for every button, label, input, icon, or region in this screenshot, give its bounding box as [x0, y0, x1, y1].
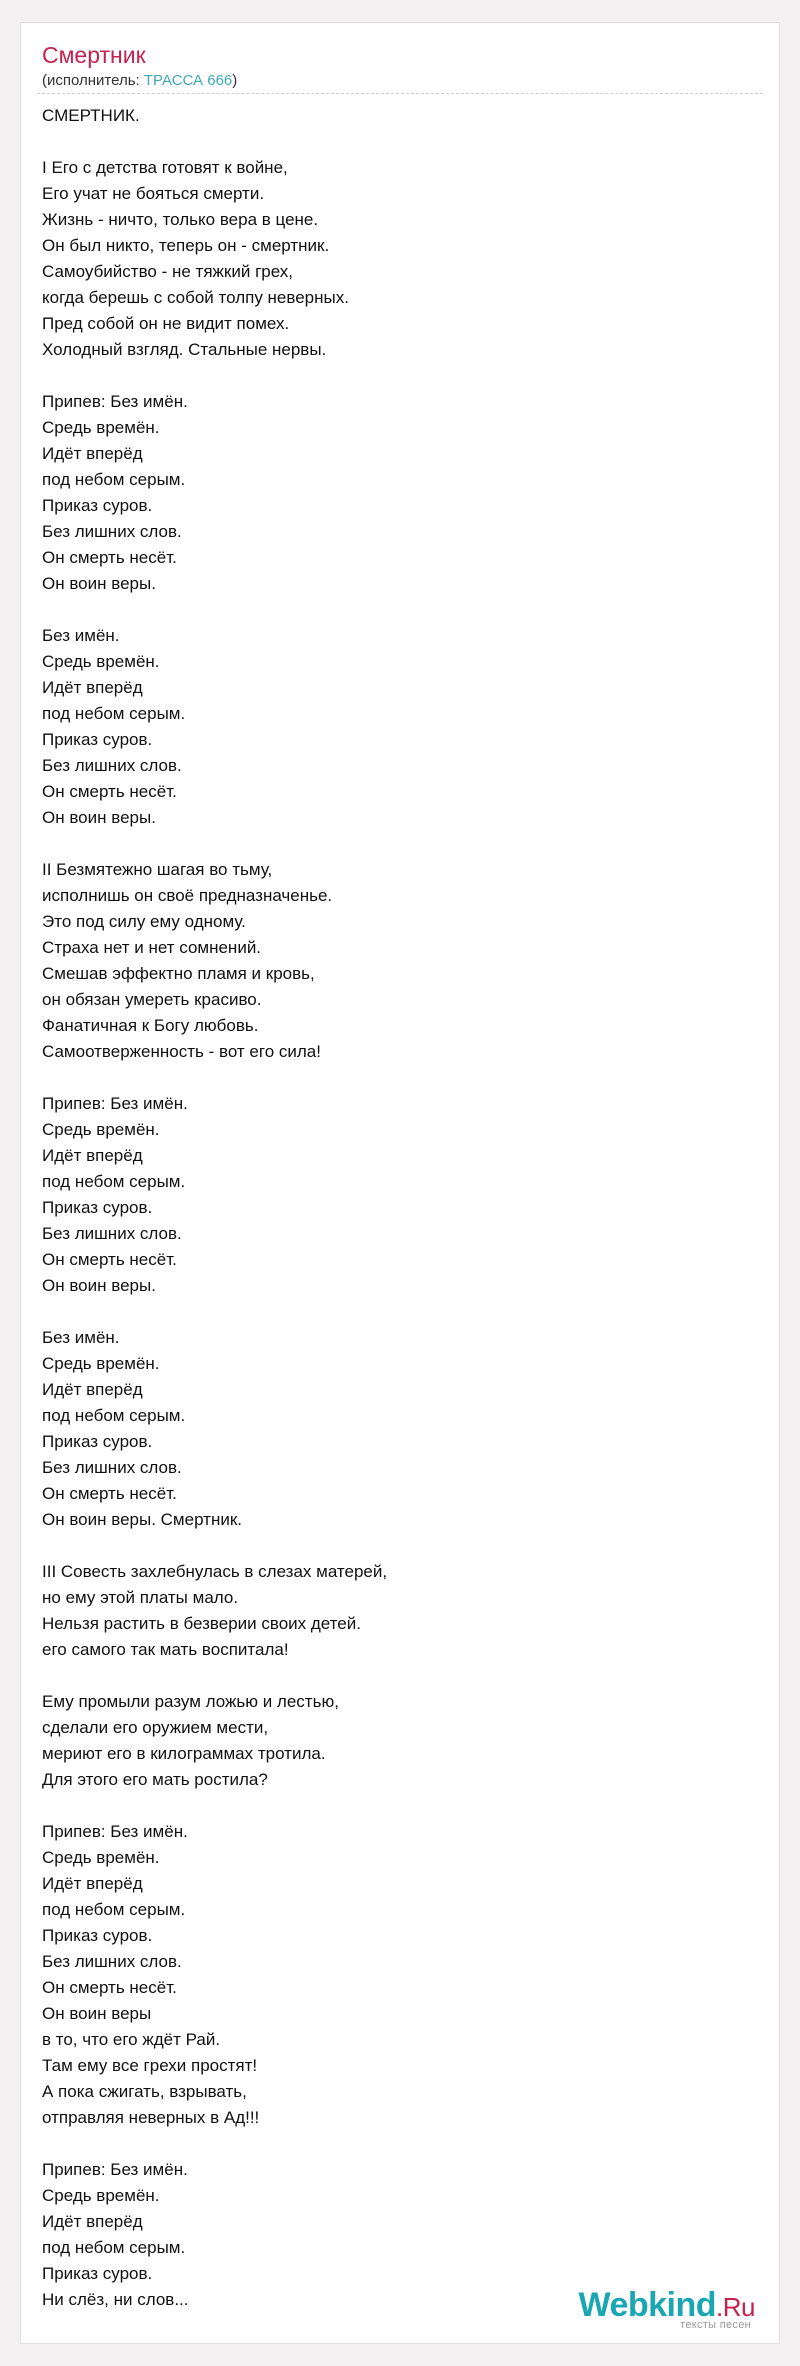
artist-line — [42, 71, 237, 91]
artist-prefix: (исполнитель: — [42, 72, 144, 89]
lyrics-text: СМЕРТНИК. I Его с детства готовят к войне, Его учат не бояться смерти. Жизнь - ничто, только вера в цене. Он был никто, теперь он - смертник. Самоубийство - не тяжкий грех, когда берешь с собой толпу неверных. Пред собой он не видит помех. Холодный взгляд. Стальные нервы. Припев: Без имён. Средь времён. Идёт вперёд под небом серым. Приказ суров. Без лишних слов. Он смерть несёт. Он воин веры. Без имён. Средь времён. Идёт вперёд под небом серым. Приказ суров. Без лишних слов. Он смерть несёт. Он воин веры. II Безмятежно шагая во тьму, исполнишь он своё предназначенье. Это под силу ему одному. Страха нет и нет сомнений. Смешав эффектно пламя и кровь, он обязан умереть красиво. Фанатичная к Богу любовь. Самоотверженность - вот его сила! Припев: Без имён. Средь времён. Идёт вперёд под небом серым. Приказ суров. Без лишних слов. Он смерть несёт. Он воин веры. Без имён. Средь времён. Идёт вперёд под небом серым. Приказ суров. Без лишних слов. Он смерть несёт. Он воин веры. Смертник. III Совесть захлебнулась в слезах матерей, но ему этой платы мало. Нельзя растить в безверии своих детей. его самого так мать воспитала! Ему промыли разум ложью и лестью, сделали его оружием мести, мериют его в килограммах тротила. Для этого его мать ростила? Припев: Без имён. Средь времён. Идёт вперёд под небом серым. Приказ суров. Без лишних слов. Он смерть несёт. Он воин веры в то, что его ждёт Рай. Там ему все грехи простят! А пока сжигать, взрывать, отправляя неверных в Ад!!! Припев: Без имён. Средь времён. Идёт вперёд под небом серым. Приказ суров. Ни слёз, ни слов... — [42, 106, 388, 2309]
logo-brand: Webkind — [578, 2286, 717, 2324]
artist-link[interactable]: ТРАССА 666 — [143, 72, 233, 89]
logo-tagline: тексты песен — [680, 2319, 751, 2331]
artist-suffix: ) — [232, 72, 238, 89]
header-divider — [37, 93, 763, 94]
site-logo[interactable] — [578, 2287, 755, 2331]
lyrics-card — [20, 22, 780, 2344]
logo-tld: .Ru — [716, 2292, 755, 2322]
song-title: Смертник — [42, 42, 146, 68]
